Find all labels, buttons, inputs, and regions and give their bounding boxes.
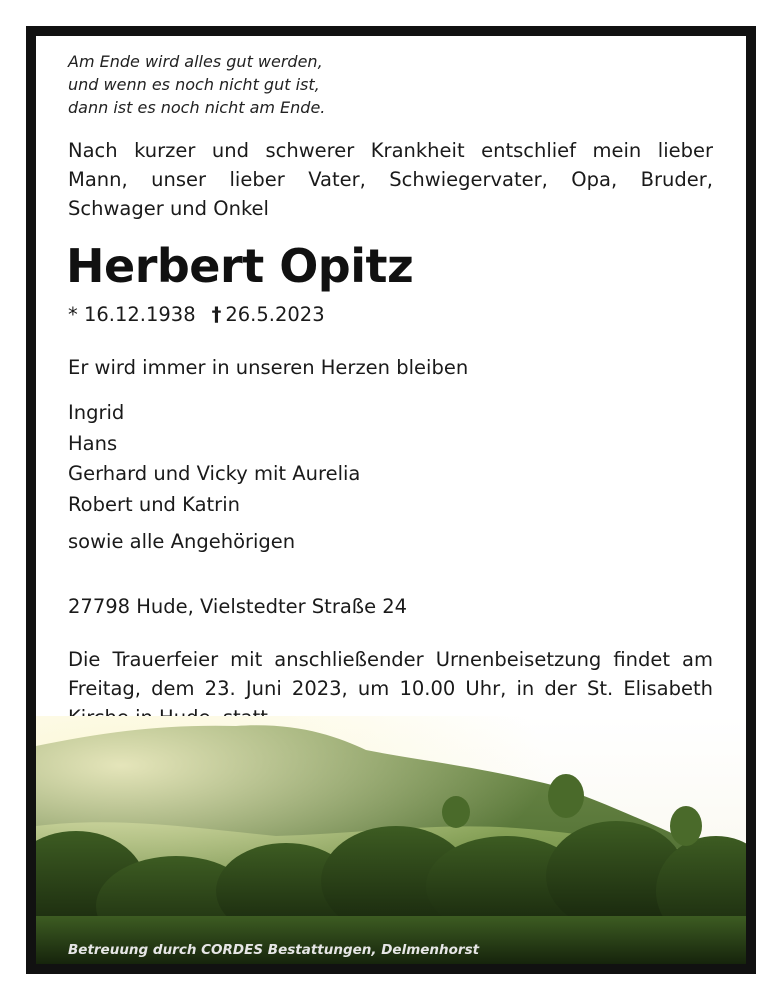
- service-line: Die Trauerfeier mit anschließender Urnenbeisetzung findet am: [68, 648, 713, 671]
- motto-line: dann ist es noch nicht am Ende.: [68, 98, 326, 117]
- service-line: Freitag, dem 23. Juni 2023, um 10.00 Uhr, in der St. Elisabeth: [68, 677, 713, 700]
- notice-frame: [26, 26, 756, 974]
- birth-date: * 16.12.1938: [68, 303, 196, 326]
- intro-text: [68, 136, 713, 223]
- intro-line: Nach kurzer und schwerer Krankheit entschlief mein lieber: [68, 139, 713, 162]
- landscape-image: [36, 716, 746, 964]
- mourners-list: [68, 398, 360, 520]
- cross-icon: †: [211, 303, 222, 326]
- relatives-line: sowie alle Angehörigen: [68, 530, 296, 553]
- mourner-name: Robert und Katrin: [68, 492, 240, 516]
- mourner-name: Gerhard und Vicky mit Aurelia: [68, 462, 361, 485]
- address: 27798 Hude, Vielstedter Straße 24: [68, 595, 408, 618]
- funeral-home-credit: Betreuung durch CORDES Bestattungen, Delmenhorst: [68, 942, 480, 958]
- motto-line: Am Ende wird alles gut werden,: [68, 52, 323, 71]
- obituary-card: [36, 36, 746, 964]
- motto-line: und wenn es noch nicht gut ist,: [68, 75, 320, 94]
- remembrance-line: Er wird immer in unseren Herzen bleiben: [68, 356, 469, 379]
- intro-line: Schwager und Onkel: [68, 197, 269, 220]
- motto-quote: [68, 50, 325, 119]
- deceased-name: Herbert Opitz: [66, 239, 414, 293]
- mourner-name: Hans: [68, 431, 118, 455]
- intro-line: Mann, unser lieber Vater, Schwiegervater, Opa, Bruder,: [68, 168, 713, 191]
- death-date: 26.5.2023: [225, 303, 325, 326]
- mourner-name: Ingrid: [68, 401, 125, 424]
- life-dates: [68, 301, 325, 329]
